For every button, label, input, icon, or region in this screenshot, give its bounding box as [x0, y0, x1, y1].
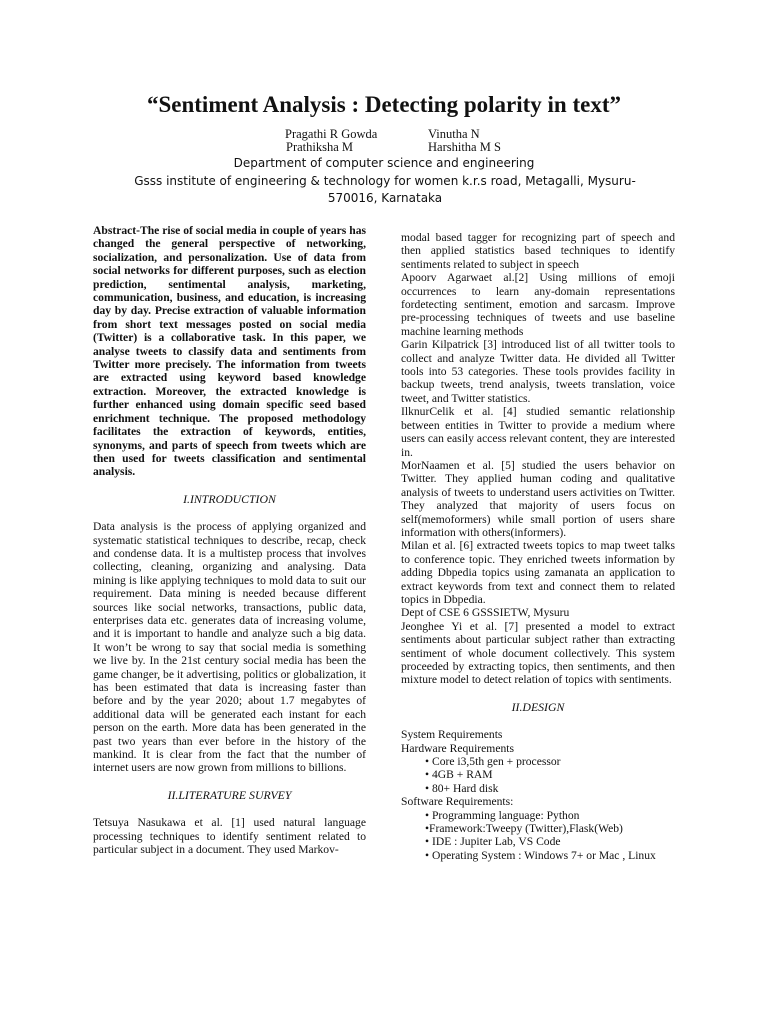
- hardware-item: • Core i3,5th gen + processor: [425, 755, 561, 769]
- author-name: Harshitha M S: [428, 140, 501, 154]
- section-heading-design: II.DESIGN: [511, 699, 565, 714]
- paper-title: “Sentiment Analysis : Detecting polarity in text”: [146, 92, 621, 117]
- software-item: • Operating System : Windows 7+ or Mac , Linux: [425, 848, 656, 862]
- system-requirements-label: System Requirements: [401, 728, 503, 742]
- literature-paragraph: Jeonghee Yi et al. [7] presented a model to extract sentiments about particular subject rather than extracting sentiment of whole document collectively. This system proceeded by extracting topics, then sentiments, and then mixture model to detect relation of topics with sentiments.: [401, 619, 675, 687]
- abstract: Abstract-The rise of social media in couple of years has changed the general perspective of networking, socialization, and personalization. Use of data from social networks for different purposes, such as election prediction, sentimental analysis, marketing, communication, business, and education, is increasing day by day. Precise extraction of valuable information from short text messages posted on social media (Twitter) is a collaborative task. In this paper, we analyse tweets to classify data and sentiments from Twitter more precisely. The information from tweets are extracted using keyword based knowledge extraction. Moreover, the extracted knowledge is further enhanced using domain specific seed based enrichment technique. The proposed methodology facilitates the extraction of keywords, entities, synonyms, and parts of speech from tweets which are then used for tweets classification and sentimental analysis.: [93, 224, 366, 479]
- section-heading-literature-survey: II.LITERATURE SURVEY: [167, 787, 292, 802]
- institute: Gsss institute of engineering & technology for women k.r.s road, Metagalli, Mysuru-570016, Karnataka: [134, 174, 636, 205]
- software-item: •Framework:Tweepy (Twitter),Flask(Web): [425, 822, 623, 836]
- literature-paragraph: IlknurCelik et al. [4] studied semantic relationship between entities in Twitter to provide a medium where users can easily access relevant content, they are interested in.: [401, 405, 675, 459]
- design-requirements: [401, 728, 675, 862]
- right-column: [401, 231, 675, 862]
- author-name: Vinutha N: [428, 127, 480, 141]
- introduction-text: Data analysis is the process of applying organized and systematic statistical techniques to describe, recap, check and condense data. It is a multistep process that involves collecting, cleaning, organizing and analysing. Data mining is like applying techniques to mold data to suit our requirement. Data mining is needed because different sources like social networks, transactions, public data, enterprises data etc. generates data of increasing volume, and it is important to handle and analyze such a big data. It won’t be wrong to say that social media is something we live by. In the 21st century social media has been the game changer, be it advertising, politics or globalization, it has been estimated that data is increasing faster than before and by the year 2020; about 1.7 megabytes of additional data will be generated each instant for each person on the earth. More data has been generated in the past two years than ever before in the history of the mankind. It is clear from the fact that the number of internet users are now grown from millions to billions.: [93, 520, 366, 775]
- author-name: Pragathi R Gowda: [285, 127, 378, 141]
- software-item: • Programming language: Python: [425, 808, 580, 822]
- page-footer-text: Dept of CSE 6 GSSSIETW, Mysuru: [401, 606, 570, 620]
- literature-paragraph: modal based tagger for recognizing part of speech and then applied statistics based techniques to identify sentiments related to subject in speech: [401, 231, 675, 271]
- literature-paragraph: Apoorv Agarwaet al.[2] Using millions of emoji occurrences to learn any-domain representations fordetecting sentiment, emotion and sarcasm. Improve pre-processing techniques of tweets and use baseline machine learning methods: [401, 271, 675, 338]
- hardware-item: • 4GB + RAM: [425, 768, 493, 782]
- software-item: • IDE : Jupiter Lab, VS Code: [425, 835, 561, 849]
- literature-paragraph: Milan et al. [6] extracted tweets topics to map tweet talks to conference topic. They enriched tweets information by adding Dbpedia topics using zamanata an application to extract keywords from text and connect them to related topics in Dbpedia.: [401, 539, 675, 606]
- left-column: [93, 224, 366, 856]
- author-name: Prathiksha M: [286, 140, 354, 154]
- hardware-requirements-label: Hardware Requirements: [401, 741, 514, 755]
- section-heading-introduction: I.INTRODUCTION: [183, 491, 276, 506]
- literature-survey-text: Tetsuya Nasukawa et al. [1] used natural language processing techniques to identify sentiment related to particular subject in a document. They used Markov-: [93, 816, 366, 857]
- software-requirements-label: Software Requirements:: [401, 795, 514, 809]
- hardware-item: • 80+ Hard disk: [425, 781, 499, 795]
- department: Department of computer science and engineering: [233, 156, 535, 170]
- literature-paragraph: MorNaamen et al. [5] studied the users behavior on Twitter. They applied human coding and qualitative analysis of tweets to understand users activities on Twitter. They analyzed that majority of users focus on self(memoformers) while small portion of users share information with others(informers).: [401, 458, 675, 539]
- literature-paragraph: Garin Kilpatrick [3] introduced list of all twitter tools to collect and analyze Twitter data. He divided all Twitter tools into 53 categories. These tools provides facility in backup tweets, trend analysis, tweets translation, voice tweet, and Twitter statistics.: [401, 338, 675, 405]
